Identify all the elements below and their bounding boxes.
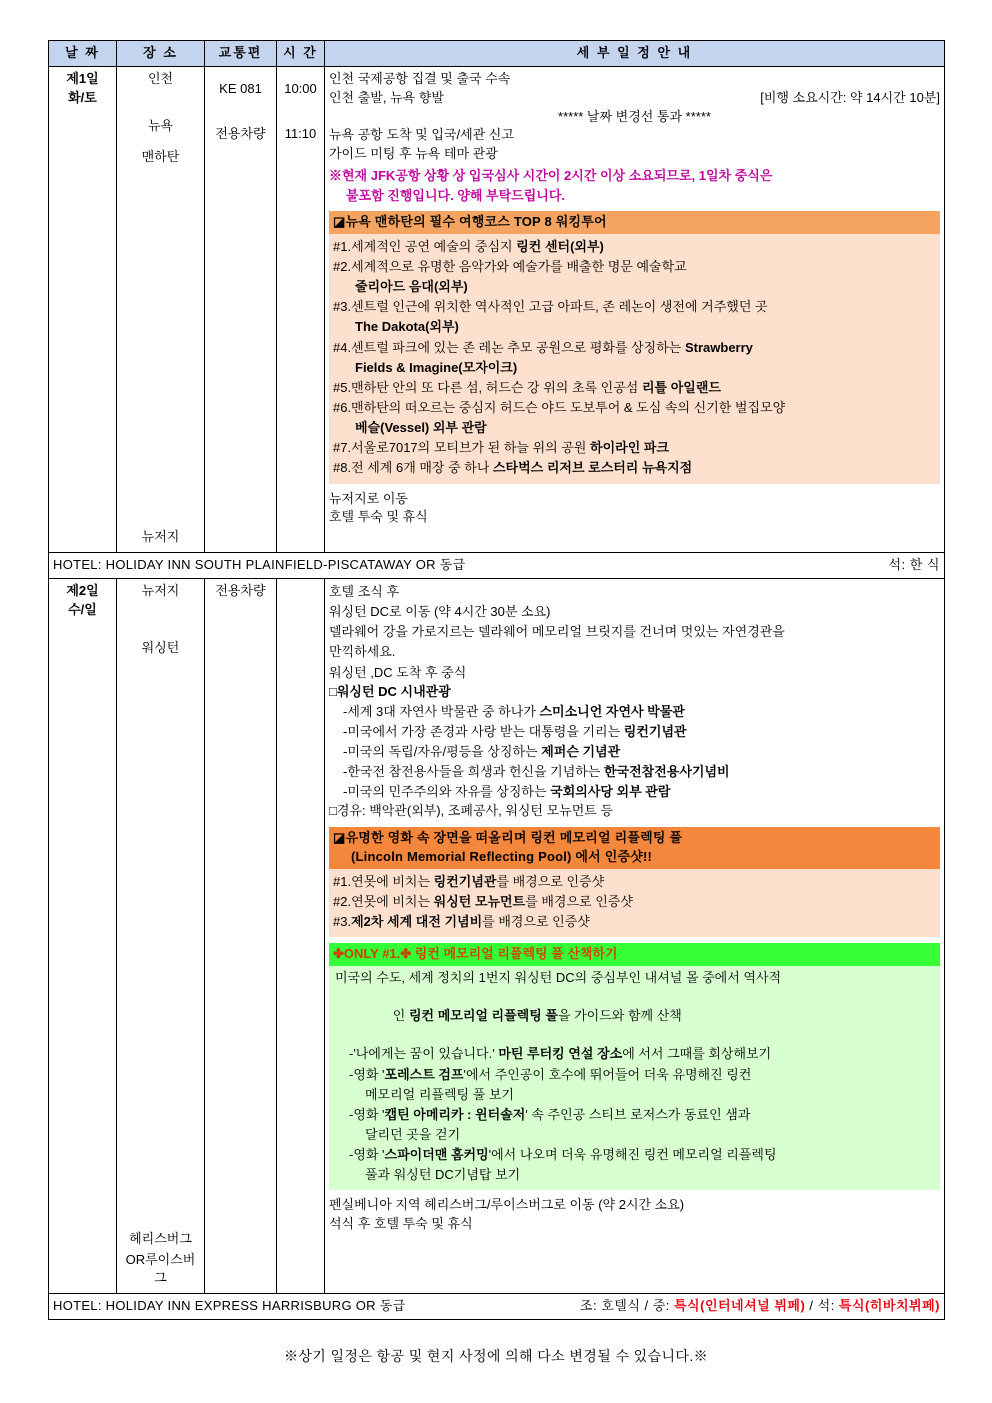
day2-tour-list [329, 702, 940, 803]
day1-box-body [329, 234, 940, 484]
day1-notice [329, 166, 940, 205]
item-bold: 제2차 세계 대전 기념비 [351, 914, 483, 930]
day2-line-3: 델라웨어 강을 가로지르는 델라웨어 메모리얼 브릿지를 건너며 멋있는 자연경관을 [329, 624, 785, 640]
item-head: #3. [333, 914, 352, 930]
item-sub: 메모리얼 리플렉팅 풀 보기 [365, 1086, 514, 1102]
day2-hotel-cell [49, 1294, 945, 1320]
day1-label-line1: 제1일 [66, 70, 99, 86]
place-manhattan: 맨하탄 [141, 148, 180, 164]
day2-box1-body [329, 869, 940, 937]
item-sub: 달리던 곳을 걷기 [365, 1127, 461, 1143]
time-1000: 10:00 [284, 80, 317, 96]
day2-box2-title: ✤ONLY #1.✤ 링컨 메모리얼 리플렉팅 풀 산책하기 [329, 943, 940, 966]
day1-line-5: 가이드 미팅 후 뉴욕 테마 관광 [329, 146, 498, 162]
list-item [333, 892, 936, 912]
day1-notice-line1: ※현재 JFK공항 상황 상 입국심사 시간이 2시간 이상 소요되므로, 1일차 중식은 [329, 168, 773, 184]
item-bold: 워싱턴 모뉴먼트 [433, 893, 526, 909]
day2-hotel-rest: 석식 후 호텔 투숙 및 휴식 [329, 1216, 473, 1232]
item-bold: 리틀 아일랜드 [641, 379, 721, 395]
item-bold: Strawberry [684, 339, 753, 355]
item-bold: 하이라인 파크 [590, 440, 670, 456]
day2-detail [325, 579, 945, 1294]
day1-box-title: ◪뉴욕 맨하탄의 필수 여행코스 TOP 8 워킹투어 [329, 211, 940, 234]
transport-private-vehicle-2: 전용차량 [215, 583, 266, 599]
item-bold: 링컨 센터(외부) [516, 238, 604, 254]
header-time: 시 간 [277, 41, 325, 67]
item-tail: 를 배경으로 인증샷 [482, 914, 590, 930]
item-head: -영화 ' [349, 1106, 385, 1122]
day2-label-line1: 제2일 [66, 583, 99, 599]
list-item [333, 378, 936, 398]
day2-route: □경유: 백악관(외부), 조폐공사, 워싱턴 모뉴먼트 등 [329, 803, 614, 819]
item-head: #1.세계적인 공연 예술의 중심지 [333, 238, 517, 254]
day1-flight-duration: [비행 소요시간: 약 14시간 10분] [760, 89, 940, 105]
day1-notice-line2: 불포함 진행입니다. 양해 부탁드립니다. [346, 187, 565, 203]
item-head: #3.센트럴 인근에 위치한 역사적인 고급 아파트, 존 레논이 생전에 거주했던 곳 [333, 299, 768, 315]
day2-box1-title-line2: (Lincoln Memorial Reflecting Pool) 에서 인증샷!! [351, 849, 653, 864]
day2-box2-body [329, 966, 940, 1190]
day2-times [277, 579, 325, 1294]
transport-private-vehicle: 전용차량 [215, 125, 266, 141]
day2-label [49, 579, 117, 1294]
list-item [329, 742, 940, 762]
day2-line-2: 워싱턴 DC로 이동 (약 4시간 30분 소요) [329, 604, 551, 620]
day2-end-lines [329, 1196, 940, 1234]
item-tail: 를 배경으로 인증샷 [525, 893, 633, 909]
list-item [333, 912, 936, 932]
item-bold: 스파이더맨 홈커밍 [384, 1147, 489, 1163]
item-head: #2.연못에 비치는 [333, 893, 434, 909]
place-lewisburg: OR루이스버그 [125, 1251, 196, 1286]
list-item [333, 237, 936, 257]
day2-only-box [329, 943, 940, 1190]
day2-move-harrisburg: 펜실베니아 지역 헤리스버그/루이스버그로 이동 (약 2시간 소요) [329, 1197, 685, 1213]
item-head: #8.전 세계 6개 매장 중 하나 [333, 460, 493, 476]
item-head: -'나에게는 꿈이 있습니다.' [349, 1046, 499, 1062]
item-head: -영화 ' [349, 1066, 385, 1082]
item-head: #2.세계적으로 유명한 음악가와 예술가를 배출한 명문 예술학교 [333, 259, 687, 275]
day1-hotel-row [49, 553, 945, 579]
list-item [333, 398, 936, 438]
item-tail: '에서 주인공이 호수에 뛰어들어 더욱 유명해진 링컨 [463, 1066, 752, 1082]
day1-hotel-name: HOTEL: HOLIDAY INN SOUTH PLAINFIELD-PISCATAWAY OR 동급 [53, 557, 466, 573]
item-head: -미국의 민주주의와 자유를 상징하는 [343, 784, 551, 800]
item-tail: 에 서서 그때를 회상해보기 [622, 1046, 772, 1062]
table-row [49, 66, 945, 552]
item-head: #6.맨하탄의 떠오르는 중심지 허드슨 야드 도보투어 & 도심 속의 신기한 벌집모양 [333, 400, 786, 416]
day2-transport [205, 579, 277, 1294]
list-item [329, 702, 940, 722]
header-transport: 교통편 [205, 41, 277, 67]
list-item [335, 1065, 934, 1105]
item-sub: 줄리아드 음대(외부) [355, 279, 468, 295]
item-tail: 를 배경으로 인증샷 [496, 873, 605, 889]
table-header [49, 41, 945, 67]
place-newjersey-2: 뉴저지 [141, 583, 180, 599]
header-place: 장 소 [117, 41, 205, 67]
day1-detail [325, 66, 945, 552]
header-detail: 세 부 일 정 안 내 [325, 41, 945, 67]
place-newjersey: 뉴저지 [141, 529, 180, 545]
item-tail: 을 가이드와 함께 산책 [557, 1007, 682, 1023]
item-tail: ' 속 주인공 스티브 로저스가 동료인 샘과 [525, 1106, 751, 1122]
item-bold: 링컨기념관 [433, 873, 497, 889]
itinerary-table [48, 40, 945, 1320]
item-head: -세계 3대 자연사 박물관 중 하나가 [343, 703, 540, 719]
day1-label [49, 66, 117, 552]
day1-label-line2: 화/토 [68, 89, 97, 105]
place-harrisburg: 헤리스버그 [129, 1230, 192, 1246]
day1-walking-tour-box [329, 211, 940, 484]
list-item [333, 297, 936, 337]
list-item [333, 458, 936, 478]
item-head: 인 [392, 1007, 409, 1023]
list-item [329, 722, 940, 742]
day2-box2-p1: 미국의 수도, 세계 정치의 1번지 워싱턴 DC의 중심부인 내셔널 몰 중에서 역사적 [335, 970, 782, 986]
item-head: -영화 ' [349, 1147, 385, 1163]
item-bold: 포레스트 검프 [384, 1066, 464, 1082]
item-bold: 스미소니언 자연사 박물관 [539, 703, 685, 719]
list-item [335, 1044, 934, 1064]
item-head: -한국전 참전용사들을 희생과 헌신을 기념하는 [343, 764, 604, 780]
day2-line-4: 만끽하세요. [329, 644, 396, 660]
meal-lunch: 특식(인터네셔널 뷔페) [674, 1298, 806, 1314]
day1-places [117, 66, 205, 552]
transport-ke081: KE 081 [219, 80, 262, 96]
item-bold: 국회의사당 외부 관람 [550, 784, 671, 800]
day1-line-2 [329, 89, 940, 108]
day1-end-lines [329, 490, 940, 528]
day2-hotel-row [49, 1294, 945, 1320]
meal-prefix: 조: 호텔식 / 중: [579, 1298, 674, 1314]
list-item [333, 872, 936, 892]
day2-places [117, 579, 205, 1294]
item-sub: Fields & Imagine(모자이크) [355, 359, 518, 375]
item-bold: 제퍼슨 기념관 [541, 743, 621, 759]
day2-tour-title: □워싱턴 DC 시내관광 [329, 683, 451, 699]
day1-line-1: 인천 국제공항 집결 및 출국 수속 [329, 70, 511, 86]
item-sub: 풀과 워싱턴 DC기념탑 보기 [365, 1167, 521, 1183]
day1-times [277, 66, 325, 552]
day1-hotel-rest: 호텔 투숙 및 휴식 [329, 509, 428, 525]
day2-meal [580, 1297, 940, 1316]
item-sub: The Dakota(외부) [355, 319, 459, 335]
item-bold: 스타벅스 리저브 로스터리 뉴욕지점 [493, 460, 693, 476]
day1-line-2-left: 인천 출발, 뉴욕 향발 [329, 89, 444, 105]
day1-dateline-note: ***** 날짜 변경선 통과 ***** [558, 108, 711, 124]
day2-hotel-name: HOTEL: HOLIDAY INN EXPRESS HARRISBURG OR 동급 [53, 1298, 406, 1314]
header-date: 날 짜 [49, 41, 117, 67]
list-item [329, 782, 940, 802]
day2-photo-box [329, 827, 940, 937]
list-item [329, 762, 940, 782]
place-washington: 워싱턴 [141, 639, 180, 655]
list-item [333, 338, 936, 378]
day2-label-line2: 수/일 [68, 601, 97, 617]
footnote: ※상기 일정은 항공 및 현지 사정에 의해 다소 변경될 수 있습니다.※ [283, 1348, 709, 1365]
list-item [333, 257, 936, 297]
day2-box1-title-line1: ◪유명한 영화 속 장면을 떠올리며 링컨 메모리얼 리플렉팅 풀 [333, 830, 683, 846]
day2-box1-title [329, 827, 940, 869]
day2-line-1: 호텔 조식 후 [329, 584, 400, 600]
item-bold: 링컨기념관 [623, 723, 687, 739]
item-head: #1.연못에 비치는 [333, 873, 434, 889]
day1-line-4: 뉴욕 공항 도착 및 입국/세관 신고 [329, 127, 514, 143]
day1-transport [205, 66, 277, 552]
item-head: #4.센트럴 파크에 있는 존 레논 추모 공원으로 평화를 상징하는 [333, 339, 685, 355]
item-head: #7.서울로7017의 모티브가 된 하늘 위의 공원 [333, 440, 591, 456]
list-item [333, 438, 936, 458]
place-newyork: 뉴욕 [147, 117, 174, 133]
time-1110: 11:10 [284, 125, 317, 141]
day2-box2-p2 [335, 988, 934, 1045]
item-bold: 링컨 메모리얼 리플렉팅 풀 [408, 1007, 558, 1023]
item-bold: 마틴 루터킹 연설 장소 [498, 1046, 623, 1062]
day2-line-5: 워싱턴 ,DC 도착 후 중식 [329, 664, 467, 680]
item-head: -미국의 독립/자유/평등을 상징하는 [343, 743, 542, 759]
day1-move-newjersey: 뉴저지로 이동 [329, 490, 408, 506]
item-head: #5.맨하탄 안의 또 다른 섬, 허드슨 강 위의 초록 인공섬 [333, 379, 642, 395]
day1-hotel-cell [49, 553, 945, 579]
item-bold: 캡틴 아메리카 : 윈터솔저 [384, 1106, 526, 1122]
table-row [49, 579, 945, 1294]
list-item [335, 1145, 934, 1185]
place-incheon: 인천 [147, 70, 174, 86]
meal-mid: / 석: [805, 1298, 839, 1314]
item-sub: 베슬(Vessel) 외부 관람 [355, 420, 487, 436]
item-tail: '에서 나오며 더욱 유명해진 링컨 메모리얼 리플렉팅 [488, 1147, 777, 1163]
meal-dinner: 특식(히바치뷔페) [838, 1298, 940, 1314]
list-item [335, 1105, 934, 1145]
item-head: -미국에서 가장 존경과 사랑 받는 대통령을 기리는 [343, 723, 624, 739]
day1-meal: 석: 한 식 [888, 557, 940, 573]
item-bold: 한국전참전용사기념비 [604, 764, 730, 780]
